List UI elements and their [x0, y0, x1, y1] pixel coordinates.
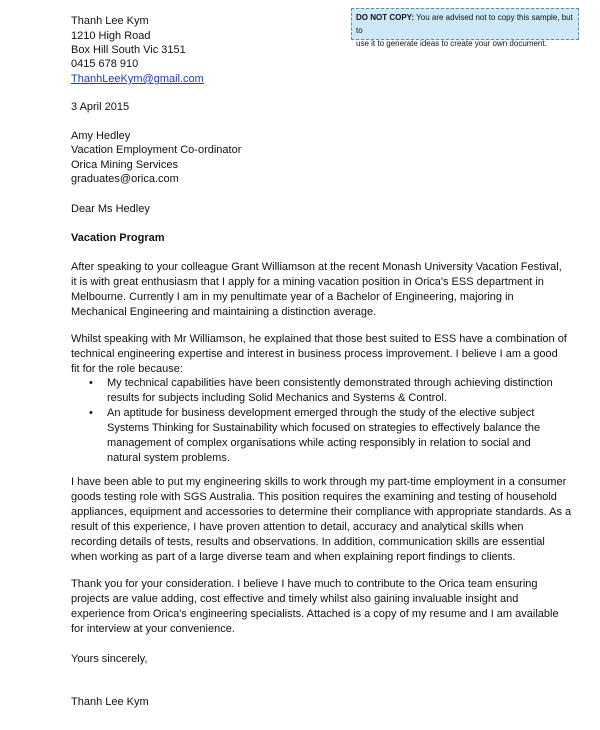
sender-email-link[interactable]: ThanhLeeKym@gmail.com: [71, 73, 204, 85]
bullet-line: natural system problems.: [107, 452, 230, 464]
bullet-icon: •: [89, 407, 93, 419]
bullet-line: management of complex organisations while acting responsibly in relation to social and: [107, 437, 531, 449]
signature-name: Thanh Lee Kym: [71, 696, 149, 708]
bullet-icon: •: [89, 377, 93, 389]
paragraph-1-line: After speaking to your colleague Grant Williamson at the recent Monash University Vacation Festival,: [71, 261, 562, 273]
paragraph-3-line: I have been able to put my engineering skills to work through my part-time employment in a consumer: [71, 476, 567, 488]
recipient-email: graduates@orica.com: [71, 173, 179, 185]
paragraph-2: [71, 332, 567, 377]
paragraph-1: [71, 260, 562, 320]
paragraph-2-line: technical engineering expertise and interest in business process improvement. I believe I am a good: [71, 348, 558, 360]
recipient-company: Orica Mining Services: [71, 159, 178, 171]
letter-date: 3 April 2015: [71, 101, 130, 113]
paragraph-3-line: recording details of tests, results and observations. In addition, communication skills are essential: [71, 536, 545, 548]
sender-street: 1210 High Road: [71, 30, 151, 42]
bullet-line: results for subjects including Solid Mechanics and Systems & Control.: [107, 392, 447, 404]
bullet-item: [71, 376, 553, 406]
paragraph-4-line: experience from Orica's engineering specialists. Attached is a copy of my resume and I am available: [71, 608, 559, 620]
bullet-line: Systems Thinking for Sustainability which focused on strategies to effectively balance the: [107, 422, 541, 434]
paragraph-3: [71, 475, 572, 565]
notice-text-1: You are advised not to copy this sample, but to: [356, 13, 573, 35]
notice-text-2: use it to generate ideas to create your own document.: [356, 39, 547, 48]
recipient-name: Amy Hedley: [71, 130, 131, 142]
paragraph-2-line: Whilst speaking with Mr Williamson, he explained that those best suited to ESS have a combination of: [71, 333, 567, 345]
paragraph-3-line: when working as part of a large diverse team and when explaining report findings to clients.: [71, 551, 516, 563]
paragraph-3-line: goods testing role with SGS Australia. This position requires the examining and testing of household: [71, 491, 557, 503]
recipient-title: Vacation Employment Co-ordinator: [71, 144, 242, 156]
paragraph-4-line: for interview at your convenience.: [71, 623, 235, 635]
closing: Yours sincerely,: [71, 653, 148, 665]
do-not-copy-notice: [351, 8, 579, 48]
sender-city: Box Hill South Vic 3151: [71, 44, 186, 56]
paragraph-4-line: Thank you for your consideration. I believe I have much to contribute to the Orica team ensuring: [71, 578, 538, 590]
salutation: Dear Ms Hedley: [71, 203, 150, 215]
bullet-line: My technical capabilities have been consistently demonstrated through achieving distinction: [107, 377, 553, 389]
paragraph-4-line: projects are value adding, cost effective and timely whilst also gaining invaluable insight and: [71, 593, 519, 605]
sender-phone: 0415 678 910: [71, 58, 139, 70]
subject-heading: Vacation Program: [71, 232, 165, 244]
bullet-line: An aptitude for business development emerged through the study of the elective subject: [107, 407, 535, 419]
sender-name: Thanh Lee Kym: [71, 15, 149, 27]
paragraph-1-line: Melbourne. Currently I am in my penultimate year of a Bachelor of Engineering, majoring in: [71, 291, 514, 303]
notice-label: DO NOT COPY:: [356, 13, 415, 22]
paragraph-1-line: Mechanical Engineering and maintaining a distinction average.: [71, 306, 377, 318]
paragraph-4: [71, 577, 559, 637]
paragraph-2-line: fit for the role because:: [71, 363, 183, 375]
paragraph-1-line: it is with great enthusiasm that I apply for a mining vacation position in Orica's ESS department in: [71, 276, 544, 288]
paragraph-3-line: appliances, equipment and accessories to determine their compliance with appropriate standards. As a: [71, 506, 572, 518]
paragraph-3-line: result of this experience, I have proven attention to detail, accuracy and analytical skills when: [71, 521, 524, 533]
bullet-list: [71, 376, 553, 466]
bullet-item: [71, 406, 541, 466]
